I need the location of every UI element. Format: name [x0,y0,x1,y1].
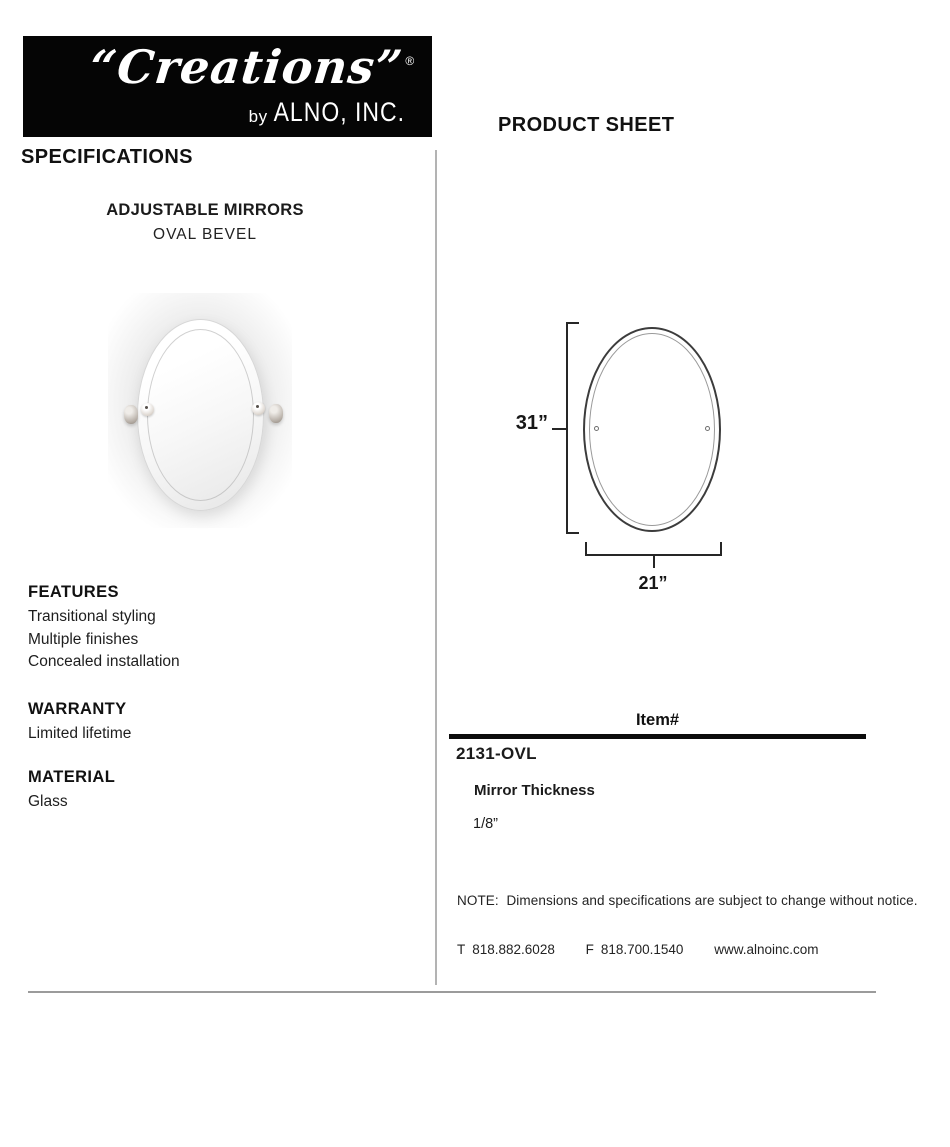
material-item: Glass [28,793,68,810]
diagram-left-mount-hole [594,426,599,431]
item-header-rule [449,734,866,739]
fax-group [586,942,684,957]
right-wall-mount [269,404,283,423]
item-number-value: 2131-OVL [456,744,537,763]
specifications-heading: SPECIFICATIONS [21,146,193,168]
left-wall-mount [124,405,138,424]
warranty-section [28,700,388,746]
mirror-thickness-value: 1/8” [473,816,498,832]
fax-label: F [585,942,594,957]
feature-item: Concealed installation [28,653,180,670]
disclaimer-note: NOTE: Dimensions and specifications are subject to change without notice. [457,893,918,908]
height-dimension-label: 31” [515,412,548,434]
mirror-oval-image [137,319,264,511]
bottom-rule [28,991,876,993]
logo-script-text: “Creations” [86,40,406,94]
registered-trademark-icon: ® [405,54,415,68]
product-sheet-heading: PRODUCT SHEET [498,114,675,136]
product-style: OVAL BEVEL [153,226,257,243]
mirror-thickness-label: Mirror Thickness [474,782,595,799]
diagram-mirror-outline [583,327,721,532]
features-heading: FEATURES [28,583,119,601]
width-dimension-pointer [653,554,655,568]
website-url: www.alnoinc.com [714,942,819,957]
diagram-right-mount-hole [705,426,710,431]
features-section [28,583,388,674]
product-category: ADJUSTABLE MIRRORS [106,201,304,219]
warranty-item: Limited lifetime [28,725,132,742]
product-photo [108,293,292,528]
contact-line [457,942,819,957]
left-mount-screw [141,403,154,416]
width-dimension-tick [585,542,587,556]
creations-logo [23,36,432,137]
width-dimension-label: 21” [638,573,668,593]
right-mount-screw [252,402,265,415]
warranty-heading: WARRANTY [28,700,127,718]
item-number-header: Item# [635,711,680,729]
fax-number: 818.700.1540 [600,942,684,957]
logo-byline-company: ALNO, INC. [273,96,405,127]
logo-byline-prefix: by [248,107,268,126]
diagram-bevel-outline [589,333,715,526]
height-dimension-tick [567,322,579,324]
material-section [28,768,388,814]
phone-label: T [457,942,466,957]
feature-item: Transitional styling [28,608,156,625]
feature-item: Multiple finishes [28,630,139,648]
logo-byline [248,96,405,128]
logo-wordmark [83,40,418,102]
height-dimension-pointer [552,428,567,430]
column-divider [435,150,437,985]
phone-group [457,942,555,957]
material-heading: MATERIAL [28,768,116,786]
phone-number: 818.882.6028 [472,942,555,957]
width-dimension-tick [720,542,722,556]
height-dimension-tick [567,532,579,534]
